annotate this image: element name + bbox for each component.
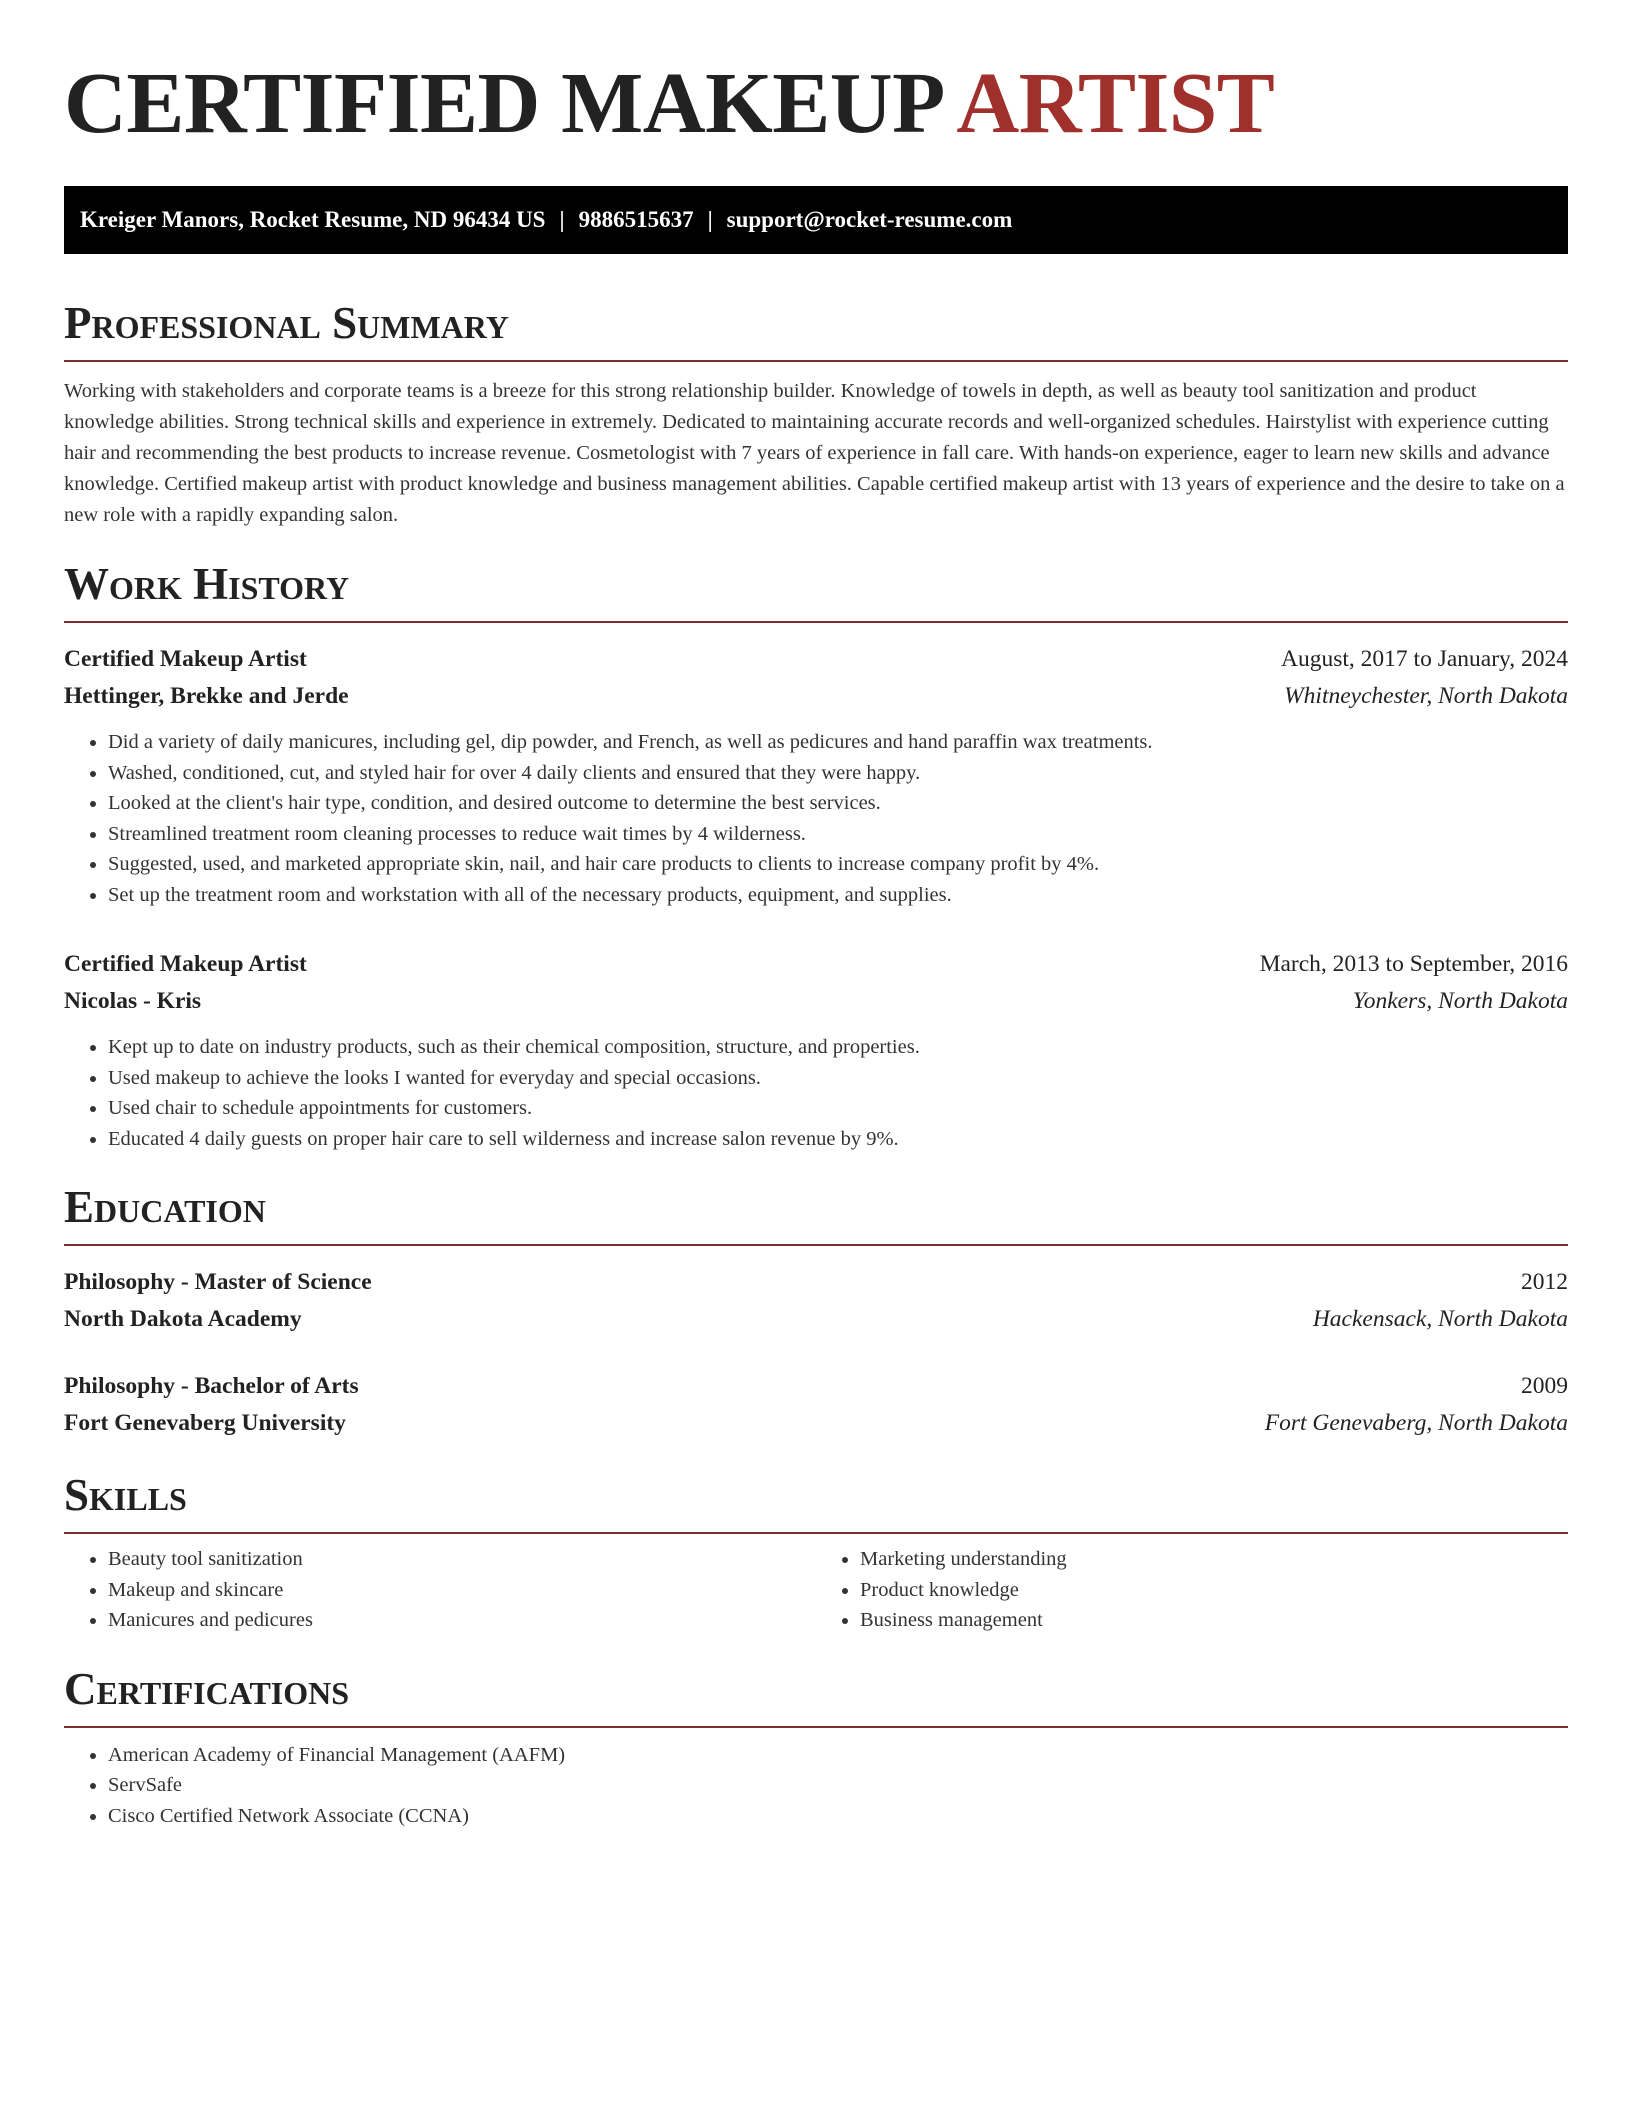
education-entry [64, 1264, 1568, 1338]
skill-item: • Marketing understanding [860, 1544, 1568, 1575]
job-title-row [64, 641, 1568, 678]
job-entry [64, 946, 1568, 1154]
skills-heading: Skills [64, 1470, 1568, 1534]
job-bullets [64, 727, 1568, 910]
skill-item: • Makeup and skincare [108, 1575, 816, 1606]
summary-heading: Professional Summary [64, 298, 1568, 362]
education-year: 2012 [1521, 1269, 1568, 1295]
job-company-row [64, 678, 1568, 715]
job-dates: March, 2013 to September, 2016 [1259, 951, 1568, 977]
job-entry [64, 641, 1568, 910]
skill-item: • Beauty tool sanitization [108, 1544, 816, 1575]
work-heading: Work History [64, 559, 1568, 623]
job-bullet: • Washed, conditioned, cut, and styled hair for over 4 daily clients and ensured that they were happy. [108, 758, 1568, 789]
education-location: Fort Genevaberg, North Dakota [1264, 1410, 1568, 1436]
job-bullet: • Used makeup to achieve the looks I wanted for everyday and special occasions. [108, 1063, 1568, 1094]
job-bullet: • Did a variety of daily manicures, including gel, dip powder, and French, as well as pedicures and hand paraffin wax treatments. [108, 727, 1568, 758]
skill-item: • Manicures and pedicures [108, 1605, 816, 1636]
contact-address: Kreiger Manors, Rocket Resume, ND 96434 US [80, 207, 546, 232]
certification-item: • American Academy of Financial Management (AAFM) [108, 1740, 1568, 1771]
education-degree: Philosophy - Bachelor of Arts [64, 1373, 359, 1399]
job-bullet: • Set up the treatment room and workstation with all of the necessary products, equipment, and supplies. [108, 880, 1568, 911]
job-bullet: • Used chair to schedule appointments for customers. [108, 1093, 1568, 1124]
skills-columns [64, 1544, 1568, 1636]
job-bullets [64, 1032, 1568, 1154]
job-location: Whitneychester, North Dakota [1284, 683, 1568, 709]
contact-email[interactable]: support@rocket-resume.com [726, 207, 1013, 232]
education-heading: Education [64, 1182, 1568, 1246]
education-year: 2009 [1521, 1373, 1568, 1399]
work-section [64, 559, 1568, 1154]
skills-list-right [816, 1544, 1568, 1636]
summary-text: Working with stakeholders and corporate teams is a breeze for this strong relationship builder. Knowledge of towels in depth, as well as beauty tool sanitization and product knowledge abilities. Strong technical skills and experience in extremely. Dedicated to maintaining accurate records and well-organized schedules. Hairstylist with experience cutting hair and recommending the best products to increase revenue. Cosmetologist with 7 years of experience in fall care. With hands-on experience, eager to learn new skills and advance knowledge. Certified makeup artist with product knowledge and business management abilities. Capable certified makeup artist with 13 years of experience and the desire to take on a new role with a rapidly expanding salon. [64, 380, 1565, 526]
education-school: Fort Genevaberg University [64, 1410, 346, 1436]
certifications-list [64, 1740, 1568, 1832]
contact-separator: | [707, 207, 713, 232]
title-accent: ARTIST [956, 54, 1275, 151]
certifications-heading: Certifications [64, 1664, 1568, 1728]
job-bullet: • Suggested, used, and marketed appropriate skin, nail, and hair care products to clients to increase company profit by 4%. [108, 849, 1568, 880]
job-title: Certified Makeup Artist [64, 951, 307, 977]
education-degree-row [64, 1264, 1568, 1301]
education-school-row [64, 1301, 1568, 1338]
resume-title [64, 48, 1568, 158]
job-company: Nicolas - Kris [64, 988, 202, 1014]
job-title: Certified Makeup Artist [64, 646, 307, 672]
job-company-row [64, 983, 1568, 1020]
skills-list-left [64, 1544, 816, 1636]
job-company: Hettinger, Brekke and Jerde [64, 683, 349, 709]
education-section [64, 1182, 1568, 1442]
contact-bar [64, 186, 1568, 254]
job-bullet: • Educated 4 daily guests on proper hair care to sell wilderness and increase salon revenue by 9%. [108, 1124, 1568, 1155]
contact-separator: | [559, 207, 565, 232]
education-location: Hackensack, North Dakota [1312, 1306, 1568, 1332]
skill-item: • Business management [860, 1605, 1568, 1636]
certifications-section [64, 1664, 1568, 1832]
job-title-row [64, 946, 1568, 983]
certification-item: • Cisco Certified Network Associate (CCNA) [108, 1801, 1568, 1832]
job-bullet: • Kept up to date on industry products, such as their chemical composition, structure, and properties. [108, 1032, 1568, 1063]
job-dates: August, 2017 to January, 2024 [1281, 646, 1568, 672]
job-bullet: • Streamlined treatment room cleaning processes to reduce wait times by 4 wilderness. [108, 819, 1568, 850]
certification-item: • ServSafe [108, 1770, 1568, 1801]
job-bullet: • Looked at the client's hair type, condition, and desired outcome to determine the best services. [108, 788, 1568, 819]
job-location: Yonkers, North Dakota [1352, 988, 1568, 1014]
education-entry [64, 1368, 1568, 1442]
education-school-row [64, 1405, 1568, 1442]
title-main: CERTIFIED MAKEUP [64, 54, 940, 151]
summary-section [64, 298, 1568, 531]
education-school: North Dakota Academy [64, 1306, 302, 1332]
skill-item: • Product knowledge [860, 1575, 1568, 1606]
contact-phone: 9886515637 [578, 207, 694, 232]
education-degree: Philosophy - Master of Science [64, 1269, 372, 1295]
skills-section [64, 1470, 1568, 1636]
education-degree-row [64, 1368, 1568, 1405]
